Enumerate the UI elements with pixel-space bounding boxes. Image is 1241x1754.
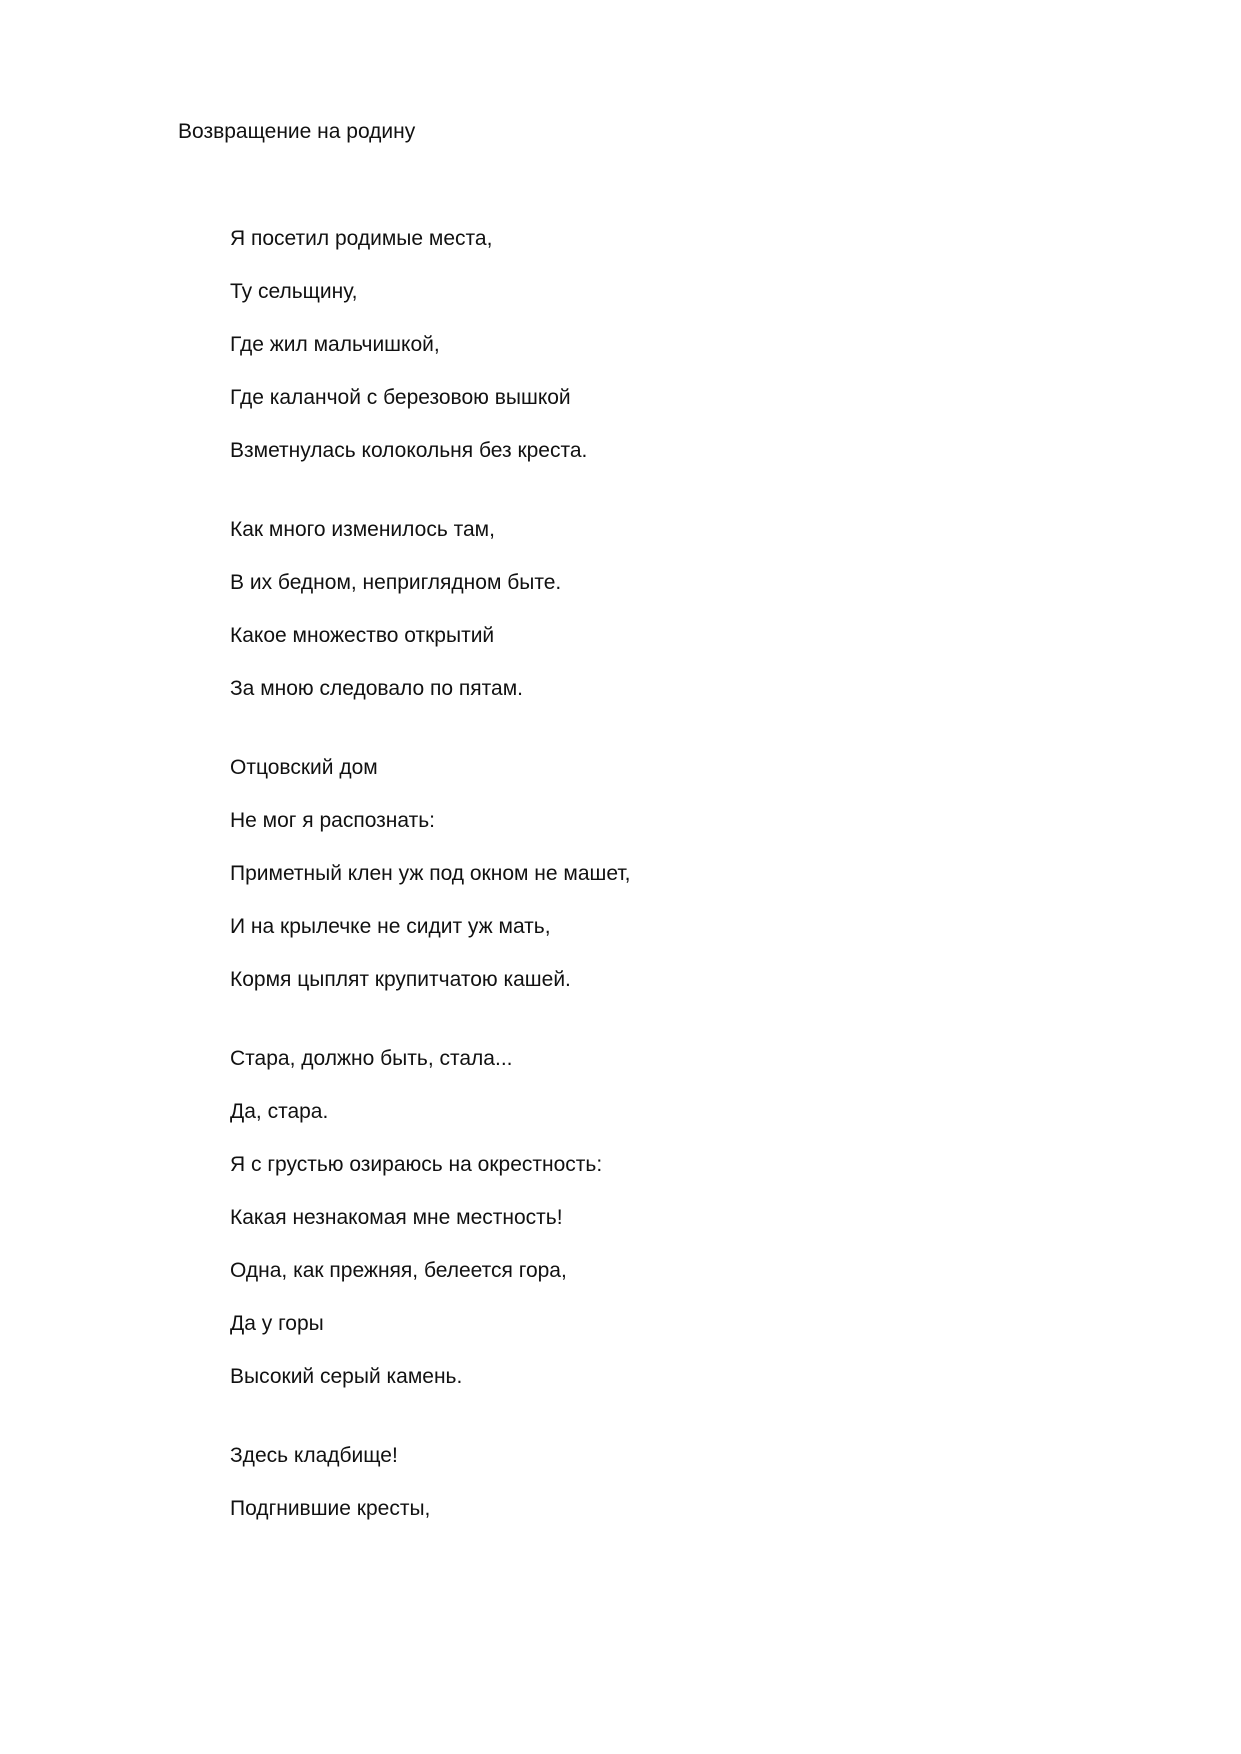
poem-line: Я с грустью озираюсь на окрестность: — [230, 1153, 603, 1176]
poem-line: Стара, должно быть, стала... — [230, 1047, 513, 1070]
poem-line: Где жил мальчишкой, — [230, 333, 440, 356]
poem-line: За мною следовало по пятам. — [230, 677, 523, 700]
poem-line: Я посетил родимые места, — [230, 227, 493, 250]
poem-line: Одна, как прежняя, белеется гора, — [230, 1259, 567, 1282]
stanza-1 — [230, 226, 1130, 464]
poem-body — [230, 226, 1130, 1575]
poem-line: Где каланчой с березовою вышкой — [230, 386, 571, 409]
poem-line: Высокий серый камень. — [230, 1365, 463, 1388]
poem-line: В их бедном, неприглядном быте. — [230, 571, 562, 594]
poem-line: Здесь кладбище! — [230, 1444, 398, 1467]
poem-line: Да, стара. — [230, 1100, 329, 1123]
poem-line: И на крылечке не сидит уж мать, — [230, 915, 551, 938]
poem-line: Приметный клен уж под окном не машет, — [230, 862, 631, 885]
poem-line: Кормя цыплят крупитчатою кашей. — [230, 968, 571, 991]
stanza-5 — [230, 1443, 1130, 1522]
document-title: Возвращение на родину — [178, 120, 416, 143]
poem-line: Какое множество открытий — [230, 624, 495, 647]
poem-line: Да у горы — [230, 1312, 324, 1335]
poem-line: Подгнившие кресты, — [230, 1497, 431, 1520]
poem-line: Как много изменилось там, — [230, 518, 495, 541]
stanza-4 — [230, 1046, 1130, 1390]
poem-line: Не мог я распознать: — [230, 809, 436, 832]
stanza-3 — [230, 755, 1130, 993]
poem-line: Какая незнакомая мне местность! — [230, 1206, 563, 1229]
poem-line: Взметнулась колокольня без креста. — [230, 439, 588, 462]
stanza-2 — [230, 517, 1130, 702]
poem-line: Отцовский дом — [230, 756, 378, 779]
poem-line: Ту сельщину, — [230, 280, 358, 303]
